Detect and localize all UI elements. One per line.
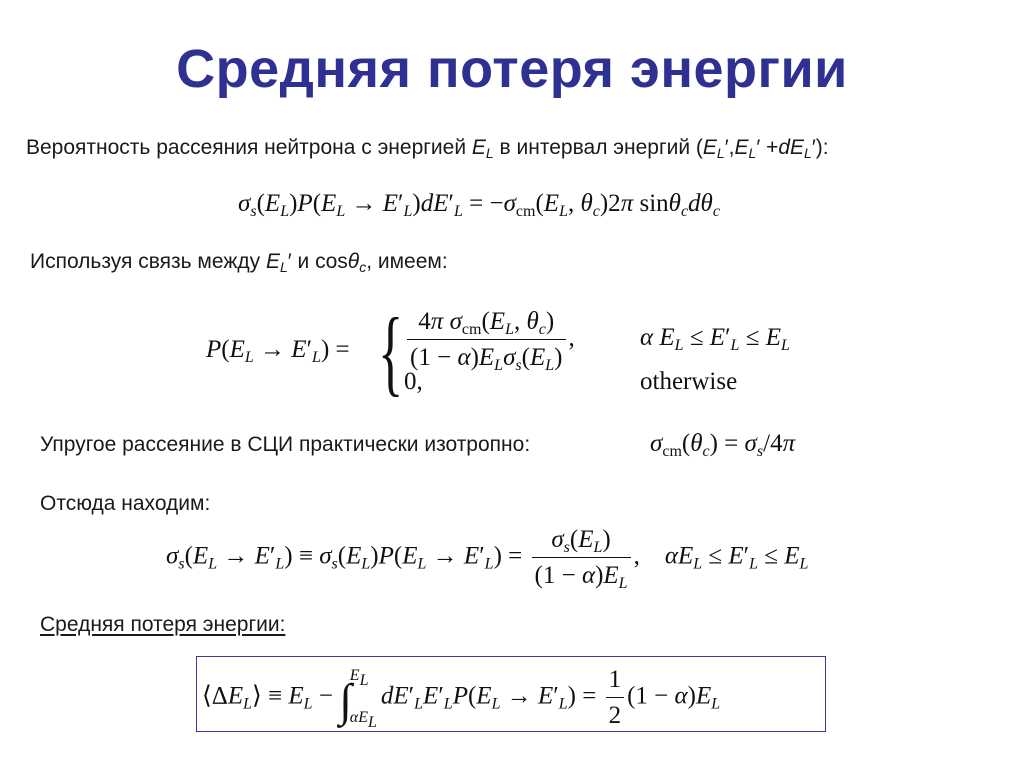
equation-transfer-probability-condition: α $E_L \le E'_L \le E_L$ bbox=[640, 324, 790, 354]
otherwise-label: otherwise bbox=[640, 368, 738, 395]
equation-mean-energy-loss: $⟨\Delta E_L⟩ \equiv E_L$ − ∫ $E_L$ $\alpha E_L$ $dE'_LE'_LP(E_L \to E'_L)$ = $\frac{1}{2}$ $(1 - \alpha)E_L$ bbox=[202, 666, 721, 731]
isotropic-text: Упругое рассеяние в СЦИ практически изотропно: bbox=[40, 433, 531, 456]
equation-differential-cross-section: $\sigma_s(E_L \to E'_L) \equiv \sigma_s(E_L)P(E_L \to E'_L)$ = $\frac{\sigma_s(E_L)}{(1 - \alpha)E_L}$ , $\alpha E_L \le E'_L \le E_L$ bbox=[166, 526, 809, 593]
probability-text-suffix: ): bbox=[815, 136, 829, 159]
probability-text-mid: в интервал энергий ( bbox=[493, 136, 703, 159]
slide-title: Средняя потеря энергии bbox=[176, 39, 848, 99]
equation-scattering-probability: $\sigma_s(E_L)P(E_L \to E'_L)dE'_L = -\sigma_{cm}(E_L$, $\theta_c)2\pi$ $\sin\theta_cd\theta_c$ bbox=[238, 190, 720, 220]
equation-transfer-probability-lhs: $P(E_L \to E'_L)$ = bbox=[206, 336, 350, 366]
equation-transfer-probability-case1: $\frac{4\pi \sigma_{cm}(E_L, \theta_c)}{(1 - \alpha)E_L\sigma_s(E_L)}$ , bbox=[404, 306, 575, 374]
equation-isotropic: $\sigma_{cm}(\theta_c) = \sigma_s/4\pi$ bbox=[650, 430, 796, 460]
relation-text-mid: и cos bbox=[291, 250, 348, 273]
probability-text: Вероятность рассеяния нейтрона с энергией $E_L$ в интервал энергий $(E_L',E_L' +dE_L')$: bbox=[26, 136, 829, 161]
relation-text-suffix: , имеем: bbox=[366, 250, 448, 273]
piecewise-brace: { bbox=[378, 298, 404, 405]
probability-text-prefix: Вероятность рассеяния нейтрона с энергией bbox=[26, 136, 472, 159]
relation-text-prefix: Используя связь между bbox=[30, 250, 266, 273]
equation-transfer-probability-case2: 0, bbox=[404, 368, 423, 395]
hence-text: Отсюда находим: bbox=[40, 492, 211, 515]
mean-loss-heading: Средняя потеря энергии: bbox=[40, 613, 286, 636]
relation-text: Используя связь между $E_L'$ и cosθ$_c$, имеем: bbox=[30, 250, 448, 275]
